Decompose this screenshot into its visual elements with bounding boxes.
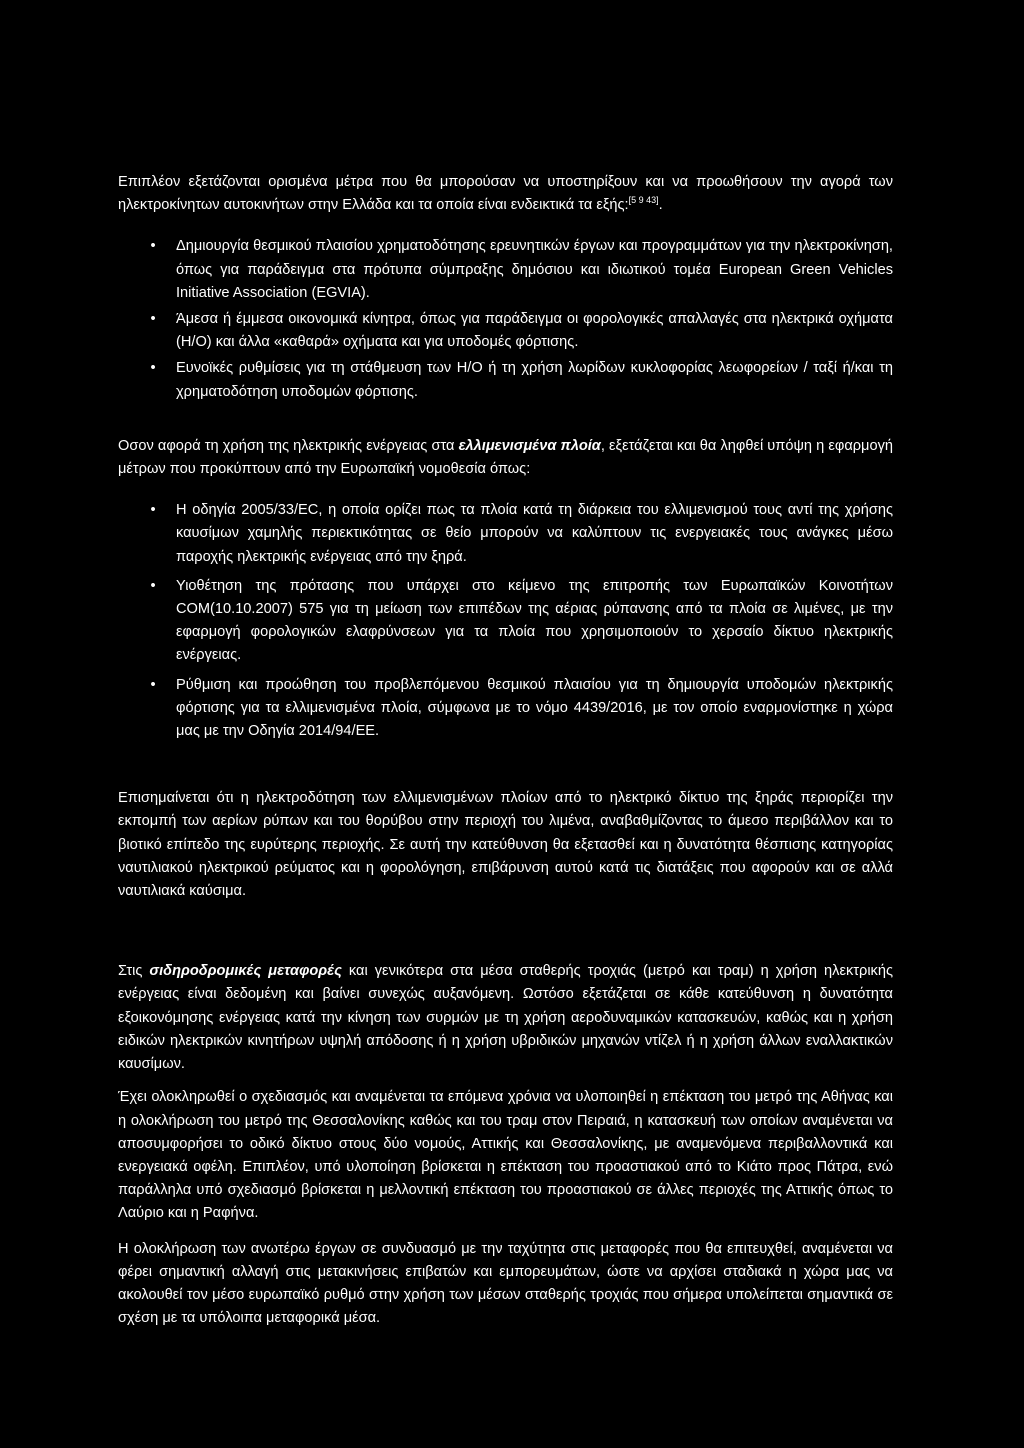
list-item-text: Ευνοϊκές ρυθμίσεις για τη στάθμευση των Η/Ο ή τη χρήση λωρίδων κυκλοφορίας λεωφορείων / ταξί ή/και τη χρηματοδότηση υποδομών φόρτισης.: [176, 360, 893, 400]
rail-paragraph: [118, 960, 893, 1076]
shore-power-paragraph: Επισημαίνεται ότι η ηλεκτροδότηση των ελλιμενισμένων πλοίων από το ηλεκτρικό δίκτυο της ξηράς περιορίζει την εκπομπή των αερίων ρύπων και του θορύβου στην περιοχή του λιμένα, αναβαθμίζοντας το άμεσο περιβάλλον και το βιοτικό επίπεδο της ευρύτερης περιοχής. Σε αυτή την κατεύθυνση θα εξετασθεί και η δυνατότητα θέσπισης κατηγορίας ναυτιλιακού ηλεκτρικού ρεύματος και η φορολόγηση, επιβάρυνση αυτού κατά τις διατάξεις που αφορούν και σε αλλά ναυτιλιακά καύσιμα.: [118, 790, 893, 900]
list-item-text: Δημιουργία θεσμικού πλαισίου χρηματοδότησης ερευνητικών έργων και προγραμμάτων για την ηλεκτροκίνηση, όπως για παράδειγμα στα πρότυπα σύμπραξης δημόσιου και ιδιωτικού τομέα European Green Vehicles Initiative Association (EGVIA).: [176, 238, 893, 301]
metro-paragraph: Έχει ολοκληρωθεί ο σχεδιασμός και αναμένεται τα επόμενα χρόνια να υλοποιηθεί η επέκταση του μετρό της Αθήνας και η ολοκλήρωση του μετρό της Θεσσαλονίκης καθώς και του τραμ στον Πειραιά, η κατασκευή των οποίων αναμένεται να αποσυμφορήσει το οδικό δίκτυο στους δύο νομούς, Αττικής και Θεσσαλονίκης, με αναμενόμενα περιβαλλοντικά και ενεργειακά οφέλη. Επιπλέον, υπό υλοποίηση βρίσκεται η επέκταση του προαστιακού από το Κιάτο προς Πάτρα, ενώ παράλληλα υπό σχεδιασμό βρίσκεται η μελλοντική επέκταση του προαστιακού σε άλλες περιοχές της Αττικής όπως το Λαύριο και η Ραφήνα.: [118, 1089, 893, 1222]
intro-paragraph: [118, 171, 893, 217]
list-item-text: Άμεσα ή έμμεσα οικονομικά κίνητρα, όπως για παράδειγμα οι φορολογικές απαλλαγές στα ηλεκτρικά οχήματα (Η/Ο) και άλλα «καθαρά» οχήματα και για υποδομές φόρτισης.: [176, 311, 893, 351]
bullet-icon: •: [150, 238, 156, 255]
ev-measures-list: [118, 235, 893, 403]
bullet-icon: •: [150, 360, 156, 377]
list-item-text: Υιοθέτηση της πρότασης που υπάρχει στο κείμενο της επιτροπής των Ευρωπαϊκών Κοινοτήτων COM(10.10.2007) 575 για τη μείωση των επιπέδων της αέριας ρύπανσης από τα πλοία σε λιμένες, με την εφαρμογή φορολογικών ελαφρύνσεων για τα πλοία που χρησιμοποιούν το χερσαίο δίκτυο ηλεκτρικής ενέργειας.: [176, 577, 893, 664]
list-item: [118, 499, 893, 569]
list-item: [118, 235, 893, 305]
document-page: [118, 171, 893, 1330]
bullet-icon: •: [150, 502, 156, 519]
rail-text-before: Στις: [118, 963, 150, 980]
conclusion-paragraph: Η ολοκλήρωση των ανωτέρω έργων σε συνδυασμό με την ταχύτητα στις μεταφορές που θα επιτευχθεί, αναμένεται να φέρει σημαντική αλλαγή στις μετακινήσεις επιβατών και εμπορευμάτων, ώστε να αρχίσει σταδιακά η χώρα μας να ακολουθεί τον μέσο ευρωπαϊκό ρυθμό στην χρήση των μέσων σταθερής τροχιάς που σήμερα υπολείπεται σημαντικά σε σχέση με τα υπόλοιπα μεταφορικά μέσα.: [118, 1240, 893, 1327]
list-item: [118, 308, 893, 354]
ship-measures-list: [118, 499, 893, 743]
list-item-text: Η οδηγία 2005/33/EC, η οποία ορίζει πως τα πλοία κατά τη διάρκεια του ελλιμενισμού τους αντί της χρήσης καυσίμων χαμηλής περιεκτικότητας σε θείο μπορούν να καλύπτουν τις ενεργειακές τους ανάγκες μέσω παροχής ηλεκτρικής ενέργειας από την ξηρά.: [176, 502, 893, 565]
bullet-icon: •: [150, 676, 156, 693]
rail-text-after: και γενικότερα στα μέσα σταθερής τροχιάς (μετρό και τραμ) η χρήση ηλεκτρικής ενέργειας είναι δεδομένη και βαίνει συνεχώς αυξανόμενη. Ωστόσο εξετάζεται σε κάθε κατεύθυνση η δυνατότητα εξοικονόμησης ενέργειας κατά την κίνηση των συρμών με τη χρήση αεροδυναμικών κατασκευών, καθώς και η χρήση ειδικών ηλεκτρικών κινητήρων υψηλή απόδοσης ή η χρήση υβριδικών μηχανών ντίζελ ή η χρήση άλλων εναλλακτικών καυσίμων.: [118, 963, 894, 1073]
intro-suffix: .: [658, 197, 663, 214]
list-item: [118, 674, 893, 744]
ships-text-before: Οσον αφορά τη χρήση της ηλεκτρικής ενέργειας στα: [118, 437, 459, 454]
list-item: [118, 575, 893, 668]
citation-reference: [5 9 43]: [628, 195, 659, 206]
rail-emphasis: σιδηροδρομικές μεταφορές: [149, 963, 342, 980]
bullet-icon: •: [150, 577, 156, 594]
ships-text-after: , εξετάζεται και θα ληφθεί υπόψη η εφαρμογή μέτρων που προκύπτουν από την Ευρωπαϊκή νομοθεσία όπως:: [118, 437, 893, 478]
list-item-text: Ρύθμιση και προώθηση του προβλεπόμενου θεσμικού πλαισίου για τη δημιουργία υποδομών ηλεκτρικής φόρτισης για τα ελλιμενισμένα πλοία, σύμφωνα με το νόμο 4439/2016, με τον οποίο εναρμονίστηκε η χώρα μας με την Οδηγία 2014/94/ΕΕ.: [176, 676, 893, 740]
ships-emphasis: ελλιμενισμένα πλοία: [458, 437, 601, 454]
intro-text: Επιπλέον εξετάζονται ορισμένα μέτρα που θα μπορούσαν να υποστηρίξουν και να προωθήσουν την αγορά των ηλεκτροκίνητων αυτοκινήτων στην Ελλάδα και τα οποία είναι ενδεικτικά τα εξής:: [118, 174, 893, 214]
list-item: [118, 357, 893, 403]
ships-paragraph: [118, 435, 893, 481]
bullet-icon: •: [150, 311, 156, 328]
